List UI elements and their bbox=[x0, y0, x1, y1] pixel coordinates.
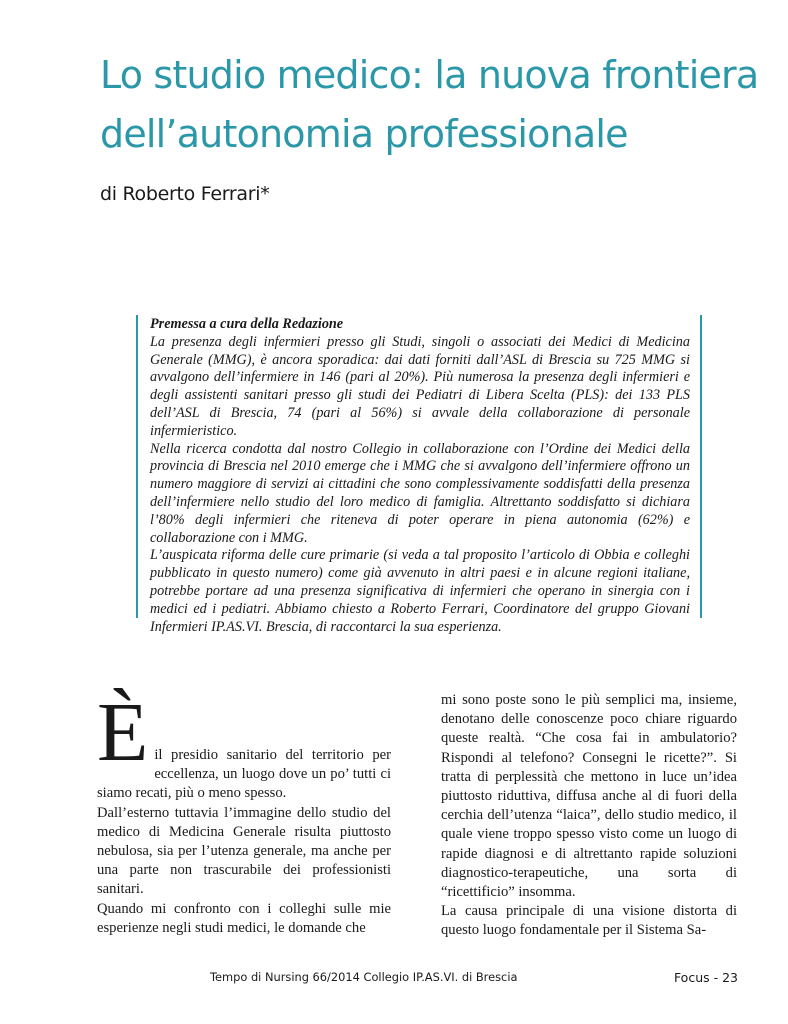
body-paragraph: mi sono poste sono le più semplici ma, insieme, denotano delle conoscenze poco chiare riguardo queste realtà. “Che cosa fai in ambulatorio? Rispondi al telefono? Consegni le ricette?”. Si tratta di perplessità che mettono in luce un’idea piuttosto riduttiva, diffusa anche al di fuori della cerchia dell’utenza “laica”, dello studio medico, il quale viene troppo spesso visto come un luogo di rapide diagnosi e di altrettanto rapide soluzioni diagnostico-terapeutiche, una sorta di “ricettificio” insomma. bbox=[441, 692, 737, 901]
title-line-1: Lo studio medico: la nuova frontiera bbox=[100, 53, 759, 97]
article-title bbox=[100, 46, 760, 164]
premessa-paragraph: L’auspicata riforma delle cure primarie (si veda a tal proposito l’articolo di Obbia e colleghi pubblicato in questo numero) come già avvenuto in altri paesi e in alcune regioni italiane, potrebbe portare ad una presenza significativa di infermieri che operano in sinergia con i medici ed i pediatri. Abbiamo chiesto a Roberto Ferrari, Coordinatore del gruppo Giovani Infermieri IP.AS.VI. Brescia, di raccontarci la sua esperienza. bbox=[150, 547, 690, 635]
byline: di Roberto Ferrari* bbox=[100, 183, 270, 205]
drop-cap: È bbox=[97, 686, 149, 779]
premessa-paragraph: Nella ricerca condotta dal nostro Collegio in collaborazione con l’Ordine dei Medici della provincia di Brescia nel 2010 emerge che i MMG che si avvalgono dell’infermiere offrono un numero maggiore di servizi ai cittadini che sono complessivamente soddisfatti della presenza dell’infermiere nello studio del loro medico di famiglia. Altrettanto soddisfatto si dichiara l’80% degli infermieri che riteneva di poter operare in piena autonomia (62%) e collaborazione con i MMG. bbox=[150, 440, 690, 546]
body-paragraph: il presidio sanitario del territorio per eccellenza, un luogo dove un po’ tutti ci siamo recati, più o meno spesso. bbox=[97, 747, 391, 802]
premessa-box bbox=[136, 315, 702, 635]
body-paragraph: Quando mi confronto con i colleghi sulle mie esperienze negli studi medici, le domande che bbox=[97, 900, 391, 936]
premessa-text bbox=[150, 316, 690, 636]
premessa-paragraph: La presenza degli infermieri presso gli Studi, singoli o associati dei Medici di Medicina Generale (MMG), è ancora sporadica: dai dati forniti dall’ASL di Brescia su 725 MMG si avvalgono dell’infermiere in 146 (pari al 20%). Più numerosa la presenza degli infermieri e degli assistenti sanitari presso gli studi dei Pediatri di Libera Scelta (PLS): dei 133 PLS dell’ASL di Brescia, 74 (pari al 56%) si avvale della collaborazione di personale infermieristico. bbox=[150, 333, 690, 439]
body-paragraph: Dall’esterno tuttavia l’immagine dello studio del medico di Medicina Generale risulta piuttosto nebulosa, sia per l’utenza generale, ma anche per una parte non trascurabile dei professionisti sanitari. bbox=[97, 804, 391, 898]
body-paragraph: La causa principale di una visione distorta di questo luogo fondamentale per il Sistema Sa- bbox=[441, 903, 737, 939]
page-number: Focus - 23 bbox=[673, 970, 738, 985]
footer-journal: Tempo di Nursing 66/2014 Collegio IP.AS.VI. di Brescia bbox=[210, 970, 518, 984]
body-column-left bbox=[97, 686, 391, 938]
premessa-heading: Premessa a cura della Redazione bbox=[150, 316, 344, 332]
title-line-2: dell’autonomia professionale bbox=[100, 112, 628, 156]
body-column-right bbox=[441, 691, 737, 941]
